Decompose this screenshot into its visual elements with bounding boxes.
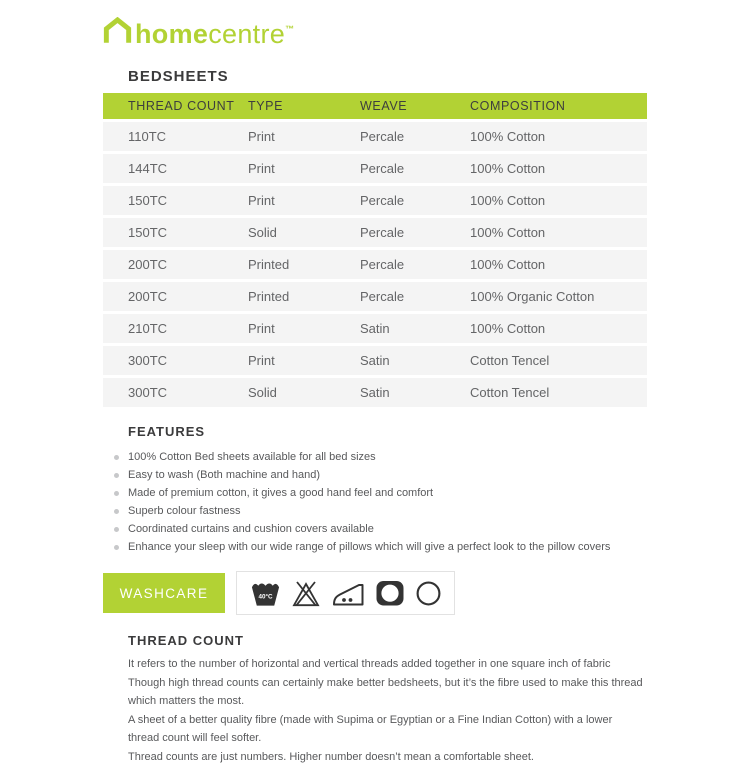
bullet-dot-icon (114, 527, 119, 532)
table-row (103, 314, 647, 343)
thread-count-title: THREAD COUNT (128, 633, 750, 648)
wash-40-icon (250, 578, 281, 608)
bullet-dot-icon (114, 473, 119, 478)
logo-word-centre: centre (208, 19, 285, 49)
features-title: FEATURES (128, 424, 750, 439)
homecentre-logo (0, 0, 750, 48)
washcare-label: WASHCARE (103, 573, 225, 613)
feature-text: Made of premium cotton, it gives a good hand feel and comfort (128, 487, 433, 499)
dry-clean-icon (415, 579, 442, 607)
cell-type: Print (248, 353, 360, 368)
cell-composition: 100% Cotton (470, 321, 647, 336)
svg-text:40°C: 40°C (258, 592, 272, 600)
cell-weave: Percale (360, 257, 470, 272)
cell-thread-count: 150TC (128, 193, 248, 208)
bullet-dot-icon (114, 509, 119, 514)
do-not-bleach-icon (291, 578, 321, 608)
feature-item (103, 502, 663, 520)
column-header-type: TYPE (248, 99, 360, 113)
cell-weave: Satin (360, 353, 470, 368)
cell-weave: Satin (360, 385, 470, 400)
column-header-thread-count: THREAD COUNT (128, 99, 248, 113)
table-row (103, 218, 647, 247)
table-row (103, 186, 647, 215)
feature-item (103, 520, 663, 538)
cell-composition: 100% Cotton (470, 193, 647, 208)
feature-text: 100% Cotton Bed sheets available for all bed sizes (128, 451, 376, 463)
cell-type: Solid (248, 225, 360, 240)
cell-type: Print (248, 129, 360, 144)
cell-type: Print (248, 193, 360, 208)
tumble-dry-icon (375, 578, 405, 608)
cell-type: Print (248, 161, 360, 176)
feature-text: Coordinated curtains and cushion covers available (128, 523, 374, 535)
table-header-row (103, 93, 647, 119)
bedsheets-spec-table (103, 93, 647, 407)
table-row (103, 282, 647, 311)
cell-weave: Percale (360, 129, 470, 144)
trademark-symbol: ™ (285, 24, 294, 34)
thread-count-paragraph: Though high thread counts can certainly make better bedsheets, but it’s the fibre used to make this thread which matters the most. (128, 674, 643, 711)
cell-type: Printed (248, 289, 360, 304)
table-row (103, 122, 647, 151)
feature-item (103, 448, 663, 466)
cell-type: Print (248, 321, 360, 336)
cell-weave: Percale (360, 289, 470, 304)
feature-text: Easy to wash (Both machine and hand) (128, 469, 320, 481)
cell-composition: Cotton Tencel (470, 385, 647, 400)
cell-weave: Percale (360, 225, 470, 240)
cell-composition: Cotton Tencel (470, 353, 647, 368)
feature-item (103, 538, 663, 556)
feature-item (103, 484, 663, 502)
cell-thread-count: 300TC (128, 385, 248, 400)
thread-count-paragraph: It refers to the number of horizontal and vertical threads added together in one square inch of fabric (128, 655, 643, 674)
bullet-dot-icon (114, 455, 119, 460)
cell-thread-count: 110TC (128, 129, 248, 144)
bullet-dot-icon (114, 545, 119, 550)
table-row (103, 154, 647, 183)
feature-item (103, 466, 663, 484)
cell-thread-count: 210TC (128, 321, 248, 336)
column-header-composition: COMPOSITION (470, 99, 647, 113)
cell-thread-count: 200TC (128, 257, 248, 272)
cell-weave: Percale (360, 161, 470, 176)
washcare-section (103, 571, 750, 615)
cell-thread-count: 144TC (128, 161, 248, 176)
cell-composition: 100% Cotton (470, 225, 647, 240)
cell-composition: 100% Cotton (470, 257, 647, 272)
table-row (103, 250, 647, 279)
washcare-icons-box (236, 571, 455, 615)
table-row (103, 378, 647, 407)
cell-type: Printed (248, 257, 360, 272)
features-list (103, 448, 663, 556)
iron-icon (331, 579, 365, 607)
cell-weave: Percale (360, 193, 470, 208)
cell-composition: 100% Cotton (470, 161, 647, 176)
cell-weave: Satin (360, 321, 470, 336)
cell-type: Solid (248, 385, 360, 400)
table-row (103, 346, 647, 375)
thread-count-paragraph: A sheet of a better quality fibre (made with Supima or Egyptian or a Fine Indian Cotton) with a lower thread count will feel softer. (128, 711, 643, 748)
column-header-weave: WEAVE (360, 99, 470, 113)
thread-count-paragraph: Thread counts are just numbers. Higher number doesn’t mean a comfortable sheet. (128, 748, 643, 766)
cell-composition: 100% Cotton (470, 129, 647, 144)
thread-count-description (128, 655, 643, 766)
home-house-icon (103, 17, 132, 44)
cell-composition: 100% Organic Cotton (470, 289, 647, 304)
logo-text (135, 16, 294, 48)
cell-thread-count: 150TC (128, 225, 248, 240)
bullet-dot-icon (114, 491, 119, 496)
page-title: BEDSHEETS (128, 68, 750, 85)
logo-word-home: home (135, 19, 208, 49)
feature-text: Enhance your sleep with our wide range of pillows which will give a perfect look to the pillow covers (128, 541, 610, 553)
feature-text: Superb colour fastness (128, 505, 241, 517)
cell-thread-count: 200TC (128, 289, 248, 304)
cell-thread-count: 300TC (128, 353, 248, 368)
